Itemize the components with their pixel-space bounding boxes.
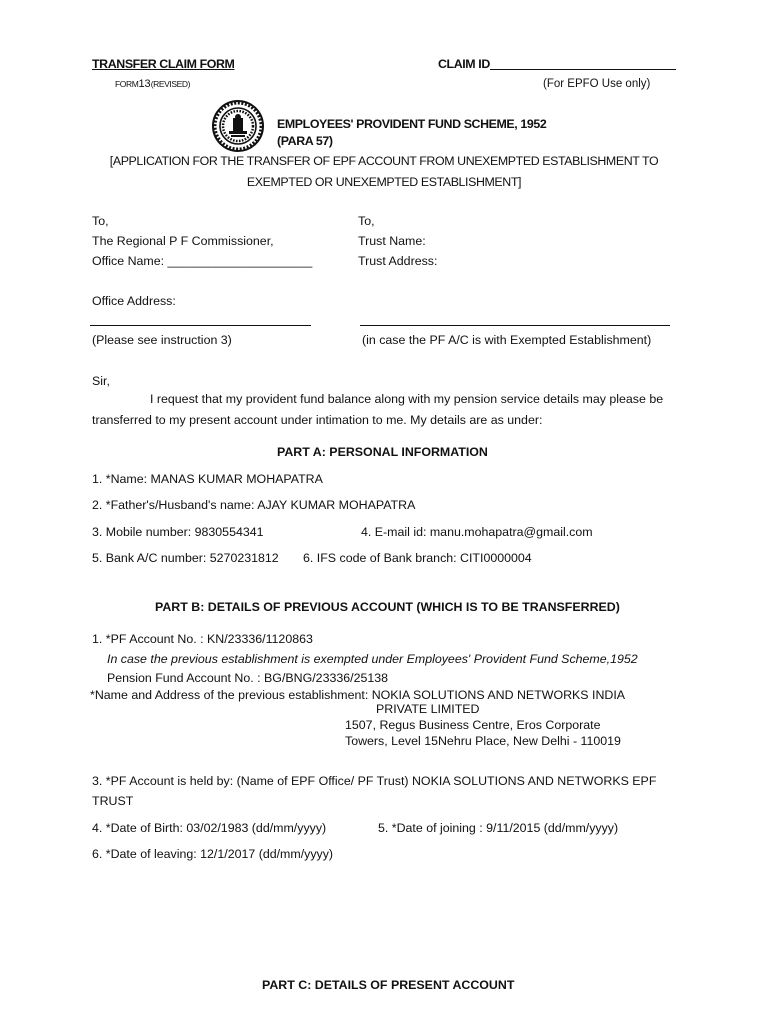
form-number-prefix: FORM xyxy=(115,79,139,89)
office-name-field: Office Name: _____________________ xyxy=(92,254,313,268)
ifs-code: 6. IFS code of Bank branch: CITI0000004 xyxy=(303,551,532,565)
date-of-leaving: 6. *Date of leaving: 12/1/2017 (dd/mm/yyyy) xyxy=(92,847,334,861)
father-husband-name: 2. *Father's/Husband's name: AJAY KUMAR MOHAPATRA xyxy=(92,498,416,512)
previous-address-line-2: Towers, Level 15Nehru Place, New Delhi - 110019 xyxy=(345,734,621,748)
office-address-line[interactable] xyxy=(90,325,311,326)
letter-body-line-1: I request that my provident fund balance along with my pension service details may please be xyxy=(150,392,664,406)
exempted-establishment-note: In case the previous establishment is exempted under Employees' Provident Fund Scheme,1952 xyxy=(107,652,638,666)
application-line-1: [APPLICATION FOR THE TRANSFER OF EPF ACCOUNT FROM UNEXEMPTED ESTABLISHMENT TO xyxy=(109,154,659,168)
form-number xyxy=(115,78,190,90)
claim-id-field[interactable] xyxy=(490,69,676,70)
instruction-note: (Please see instruction 3) xyxy=(92,333,232,347)
date-of-joining: 5. *Date of joining : 9/11/2015 (dd/mm/yyyy) xyxy=(378,821,619,835)
epfo-use-note: (For EPFO Use only) xyxy=(543,78,651,90)
pf-held-by-line-1: 3. *PF Account is held by: (Name of EPF Office/ PF Trust) NOKIA SOLUTIONS AND NETWORKS EPF xyxy=(92,774,657,788)
pf-account-number: 1. *PF Account No. : KN/23336/1120863 xyxy=(92,632,313,646)
part-a-heading: PART A: PERSONAL INFORMATION xyxy=(277,445,488,459)
letter-body-line-2: transferred to my present account under intimation to me. My details are as under: xyxy=(92,413,543,427)
form-title: TRANSFER CLAIM FORM xyxy=(92,57,235,71)
pension-fund-account: Pension Fund Account No. : BG/BNG/23336/25138 xyxy=(107,671,389,685)
scheme-title: EMPLOYEES' PROVIDENT FUND SCHEME, 1952 xyxy=(277,117,547,131)
previous-address-line-1: 1507, Regus Business Centre, Eros Corporate xyxy=(345,718,601,732)
pf-held-by-line-2: TRUST xyxy=(92,794,134,808)
bank-account-number: 5. Bank A/C number: 5270231812 xyxy=(92,551,279,565)
previous-establishment-cont: PRIVATE LIMITED xyxy=(376,702,480,716)
claim-id-label: CLAIM ID xyxy=(438,57,490,71)
trust-address-label: Trust Address: xyxy=(358,254,438,268)
part-b-heading: PART B: DETAILS OF PREVIOUS ACCOUNT (WHICH IS TO BE TRANSFERRED) xyxy=(155,600,620,614)
mobile-number: 3. Mobile number: 9830554341 xyxy=(92,525,264,539)
form-number-num: 13 xyxy=(138,78,151,90)
left-to: To, xyxy=(92,214,109,228)
salutation: Sir, xyxy=(92,374,110,388)
regional-commissioner: The Regional P F Commissioner, xyxy=(92,234,274,248)
scheme-para: (PARA 57) xyxy=(277,134,333,148)
part-c-heading: PART C: DETAILS OF PRESENT ACCOUNT xyxy=(262,978,515,992)
exempted-note: (in case the PF A/C is with Exempted Establishment) xyxy=(362,333,652,347)
right-to: To, xyxy=(358,214,375,228)
epfo-seal-logo xyxy=(212,100,264,152)
trust-address-line[interactable] xyxy=(360,325,670,326)
email-id: 4. E-mail id: manu.mohapatra@gmail.com xyxy=(361,525,593,539)
trust-name-label: Trust Name: xyxy=(358,234,426,248)
date-of-birth: 4. *Date of Birth: 03/02/1983 (dd/mm/yyyy) xyxy=(92,821,327,835)
office-address-label: Office Address: xyxy=(92,294,176,308)
form-number-suffix: (REVISED) xyxy=(150,79,191,89)
application-line-2: EXEMPTED OR UNEXEMPTED ESTABLISHMENT] xyxy=(246,175,522,189)
previous-establishment: *Name and Address of the previous establishment: NOKIA SOLUTIONS AND NETWORKS INDIA xyxy=(90,688,626,702)
applicant-name: 1. *Name: MANAS KUMAR MOHAPATRA xyxy=(92,472,323,486)
